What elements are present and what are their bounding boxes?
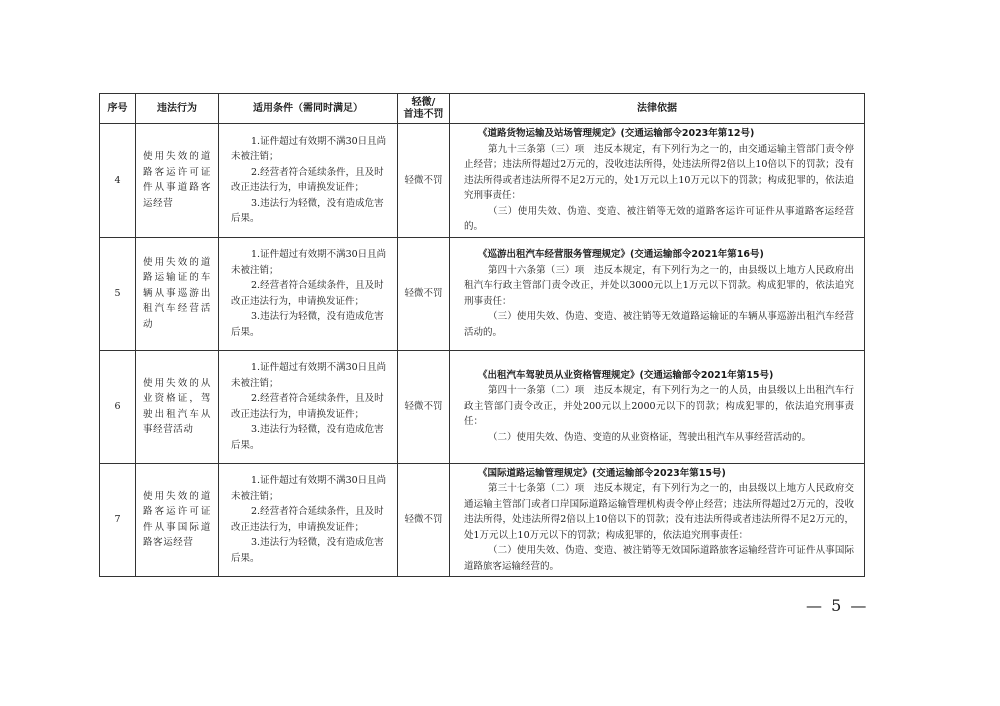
law-clause: （二）使用失效、伪造、变造、被注销等无效国际道路旅客运输经营许可证件从事国际道路旅客运输经营的。 [464,545,854,572]
condition-2: 2.经营者符合延续条件，且及时改正违法行为，申请换发证件； [231,506,384,533]
row-light-penalty: 轻微不罚 [398,124,450,238]
table-row [100,463,865,577]
header-conditions: 适用条件（需同时满足） [219,94,398,124]
condition-1: 1.证件超过有效期不满30日且尚未被注销； [231,475,387,502]
condition-1: 1.证件超过有效期不满30日且尚未被注销； [231,135,387,163]
law-article: 第九十三条第（三）项 违反本规定，有下列行为之一的，由交通运输主管部门责令停止经营；违法所得超过2万元的，没收违法所得，处违法所得2倍以上10倍以下的罚款；没有违法所得或者违法所得不足2万元的，处1万元以上10万元以下的罚款；构成犯罪的，依法追究刑事责任： [464,143,854,201]
condition-3: 3.违法行为轻微，没有造成危害后果。 [231,197,384,225]
law-clause: （二）使用失效、伪造、变造的从业资格证，驾驶出租汽车从事经营活动的。 [488,431,812,443]
condition-2: 2.经营者符合延续条件，且及时改正违法行为，申请换发证件； [231,166,384,194]
condition-3: 3.违法行为轻微，没有造成危害后果。 [231,424,384,451]
row-conditions [219,350,398,463]
header-light-penalty [398,94,450,124]
row-legal-basis [450,350,865,463]
law-clause: （三）使用失效、伪造、变造、被注销等无效道路运输证的车辆从事巡游出租汽车经营活动的。 [464,311,854,338]
row-conditions [219,463,398,577]
row-light-penalty: 轻微不罚 [398,463,450,577]
law-clause: （三）使用失效、伪造、变造、被注销等无效的道路客运许可证件从事道路客运经营的。 [464,205,854,232]
header-index: 序号 [100,94,136,124]
header-legal-basis: 法律依据 [450,94,865,124]
row-legal-basis [450,463,865,577]
row-index: 7 [100,463,136,577]
table-header-row [100,94,865,124]
row-action: 使用失效的道路运输证的车辆从事巡游出租汽车经营活动 [136,237,219,350]
row-light-penalty: 轻微不罚 [398,350,450,463]
row-conditions [219,124,398,238]
row-light-penalty: 轻微不罚 [398,237,450,350]
row-conditions [219,237,398,350]
row-action: 使用失效的从业资格证，驾驶出租汽车从事经营活动 [136,350,219,463]
row-action: 使用失效的道路客运许可证件从事道路客运经营 [136,124,219,238]
table-row [100,350,865,463]
row-legal-basis [450,124,865,238]
penalty-exemption-table [99,93,865,577]
condition-2: 2.经营者符合延续条件，且及时改正违法行为，申请换发证件； [231,393,384,420]
header-light-line1: 轻微/ [411,96,436,108]
page-number: — 5 — [806,596,869,615]
row-index: 6 [100,350,136,463]
row-legal-basis [450,237,865,350]
row-index: 5 [100,237,136,350]
table-row [100,124,865,238]
header-action: 违法行为 [136,94,219,124]
table-row [100,237,865,350]
row-index: 4 [100,124,136,238]
law-article: 第三十七条第（二）项 违反本规定，有下列行为之一的，由县级以上地方人民政府交通运输主管部门或者口岸国际道路运输管理机构责令停止经营；违法所得超过2万元的，没收违法所得，处违法所得2倍以上10倍以下的罚款；没有违法所得或者违法所得不足2万元的，处1万元以上10万元以下的罚款；构成犯罪的，依法追究刑事责任： [464,483,854,541]
law-article: 第四十六条第（三）项 违反本规定，有下列行为之一的，由县级以上地方人民政府出租汽车行政主管部门责令改正，并处以3000元以上1万元以下罚款。构成犯罪的，依法追究刑事责任： [464,264,854,307]
condition-1: 1.证件超过有效期不满30日且尚未被注销； [231,249,387,276]
condition-3: 3.违法行为轻微，没有造成危害后果。 [231,537,384,564]
header-light-line2: 首违不罚 [403,108,444,120]
condition-3: 3.违法行为轻微，没有造成危害后果。 [231,311,384,338]
law-title: 《出租汽车驾驶员从业资格管理规定》(交通运输部令2021年第15号) [478,369,774,381]
law-title: 《巡游出租汽车经营服务管理规定》(交通运输部令2021年第16号) [478,249,764,260]
law-article: 第四十一条第（二）项 违反本规定，有下列行为之一的人员，由县级以上出租汽车行政主管部门责令改正，并处200元以上2000元以下的罚款；构成犯罪的，依法追究刑事责任： [464,385,854,428]
law-title: 《国际道路运输管理规定》(交通运输部令2023年第15号) [478,467,726,479]
law-title: 《道路货物运输及站场管理规定》(交通运输部令2023年第12号) [478,128,755,139]
condition-2: 2.经营者符合延续条件，且及时改正违法行为，申请换发证件； [231,280,384,307]
condition-1: 1.证件超过有效期不满30日且尚未被注销； [231,362,387,389]
row-action: 使用失效的道路客运许可证件从事国际道路客运经营 [136,463,219,577]
